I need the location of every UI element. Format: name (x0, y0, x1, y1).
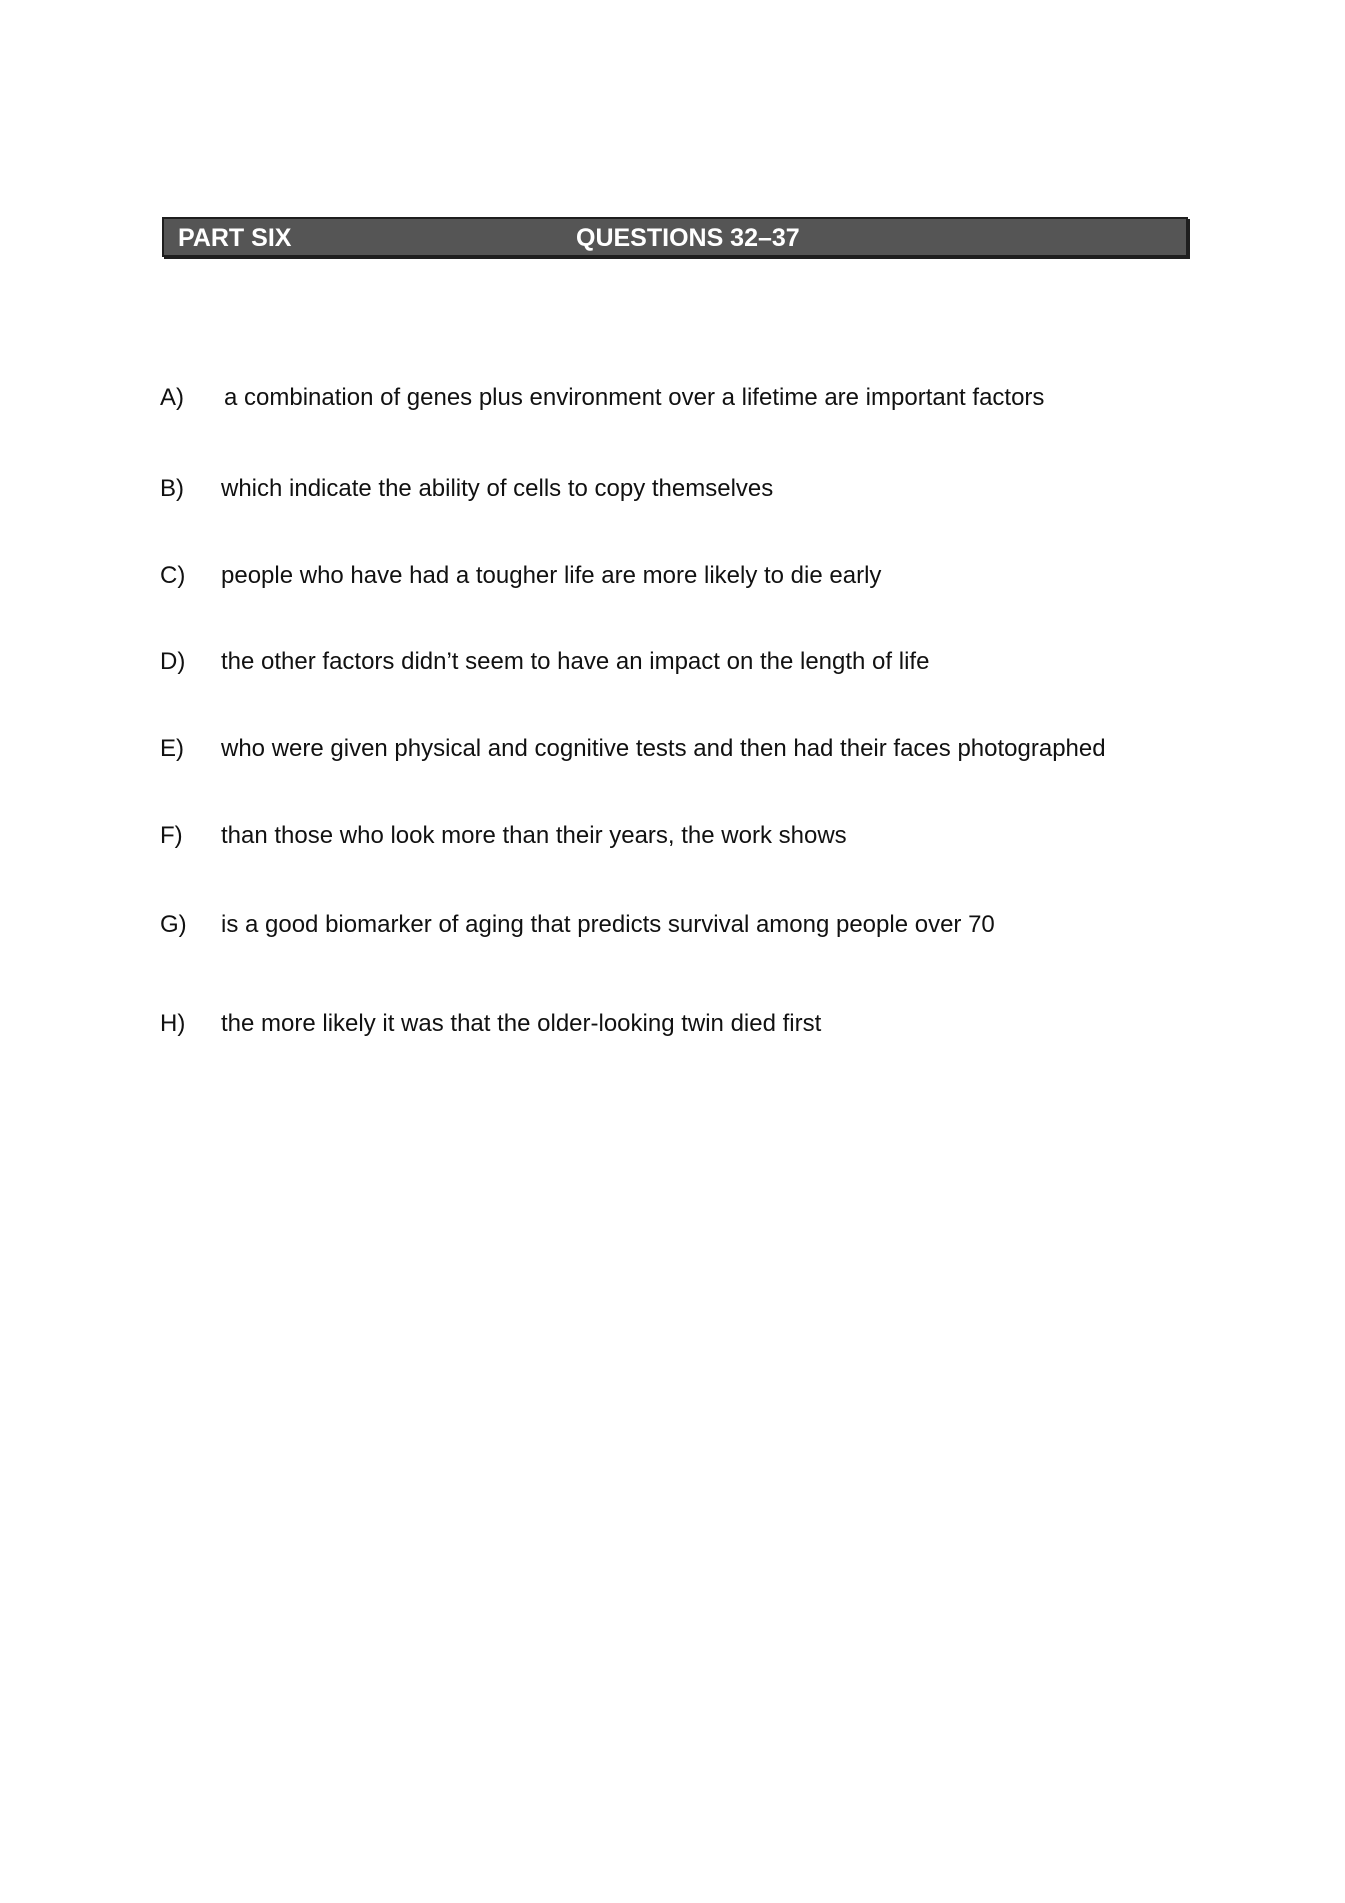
option-text: which indicate the ability of cells to copy themselves (221, 475, 774, 502)
option-g (160, 909, 1160, 941)
option-letter: E) (160, 735, 184, 762)
option-letter: H) (160, 1010, 186, 1037)
option-d (160, 646, 1160, 678)
option-f (160, 820, 1160, 852)
option-text: the other factors didn’t seem to have an impact on the length of life (221, 648, 930, 675)
questions-range: QUESTIONS 32–37 (576, 224, 800, 252)
option-letter: F) (160, 822, 183, 849)
option-text: people who have had a tougher life are more likely to die early (221, 562, 882, 589)
option-text: a combination of genes plus environment over a lifetime are important factors (224, 384, 1045, 411)
option-c (160, 560, 1160, 592)
section-header (162, 217, 1188, 257)
option-text: is a good biomarker of aging that predicts survival among people over 70 (221, 911, 995, 938)
option-text: who were given physical and cognitive tests and then had their faces photographed (221, 735, 1106, 762)
option-b (160, 473, 1160, 505)
option-letter: A) (160, 384, 184, 411)
option-h (160, 1008, 1160, 1040)
option-letter: B) (160, 475, 184, 502)
option-e (160, 733, 1160, 765)
option-letter: G) (160, 911, 187, 938)
option-letter: D) (160, 648, 186, 675)
option-text: than those who look more than their years, the work shows (221, 822, 847, 849)
part-title: PART SIX (178, 224, 292, 252)
option-letter: C) (160, 562, 186, 589)
option-a (160, 382, 1160, 414)
option-text: the more likely it was that the older-looking twin died first (221, 1010, 822, 1037)
